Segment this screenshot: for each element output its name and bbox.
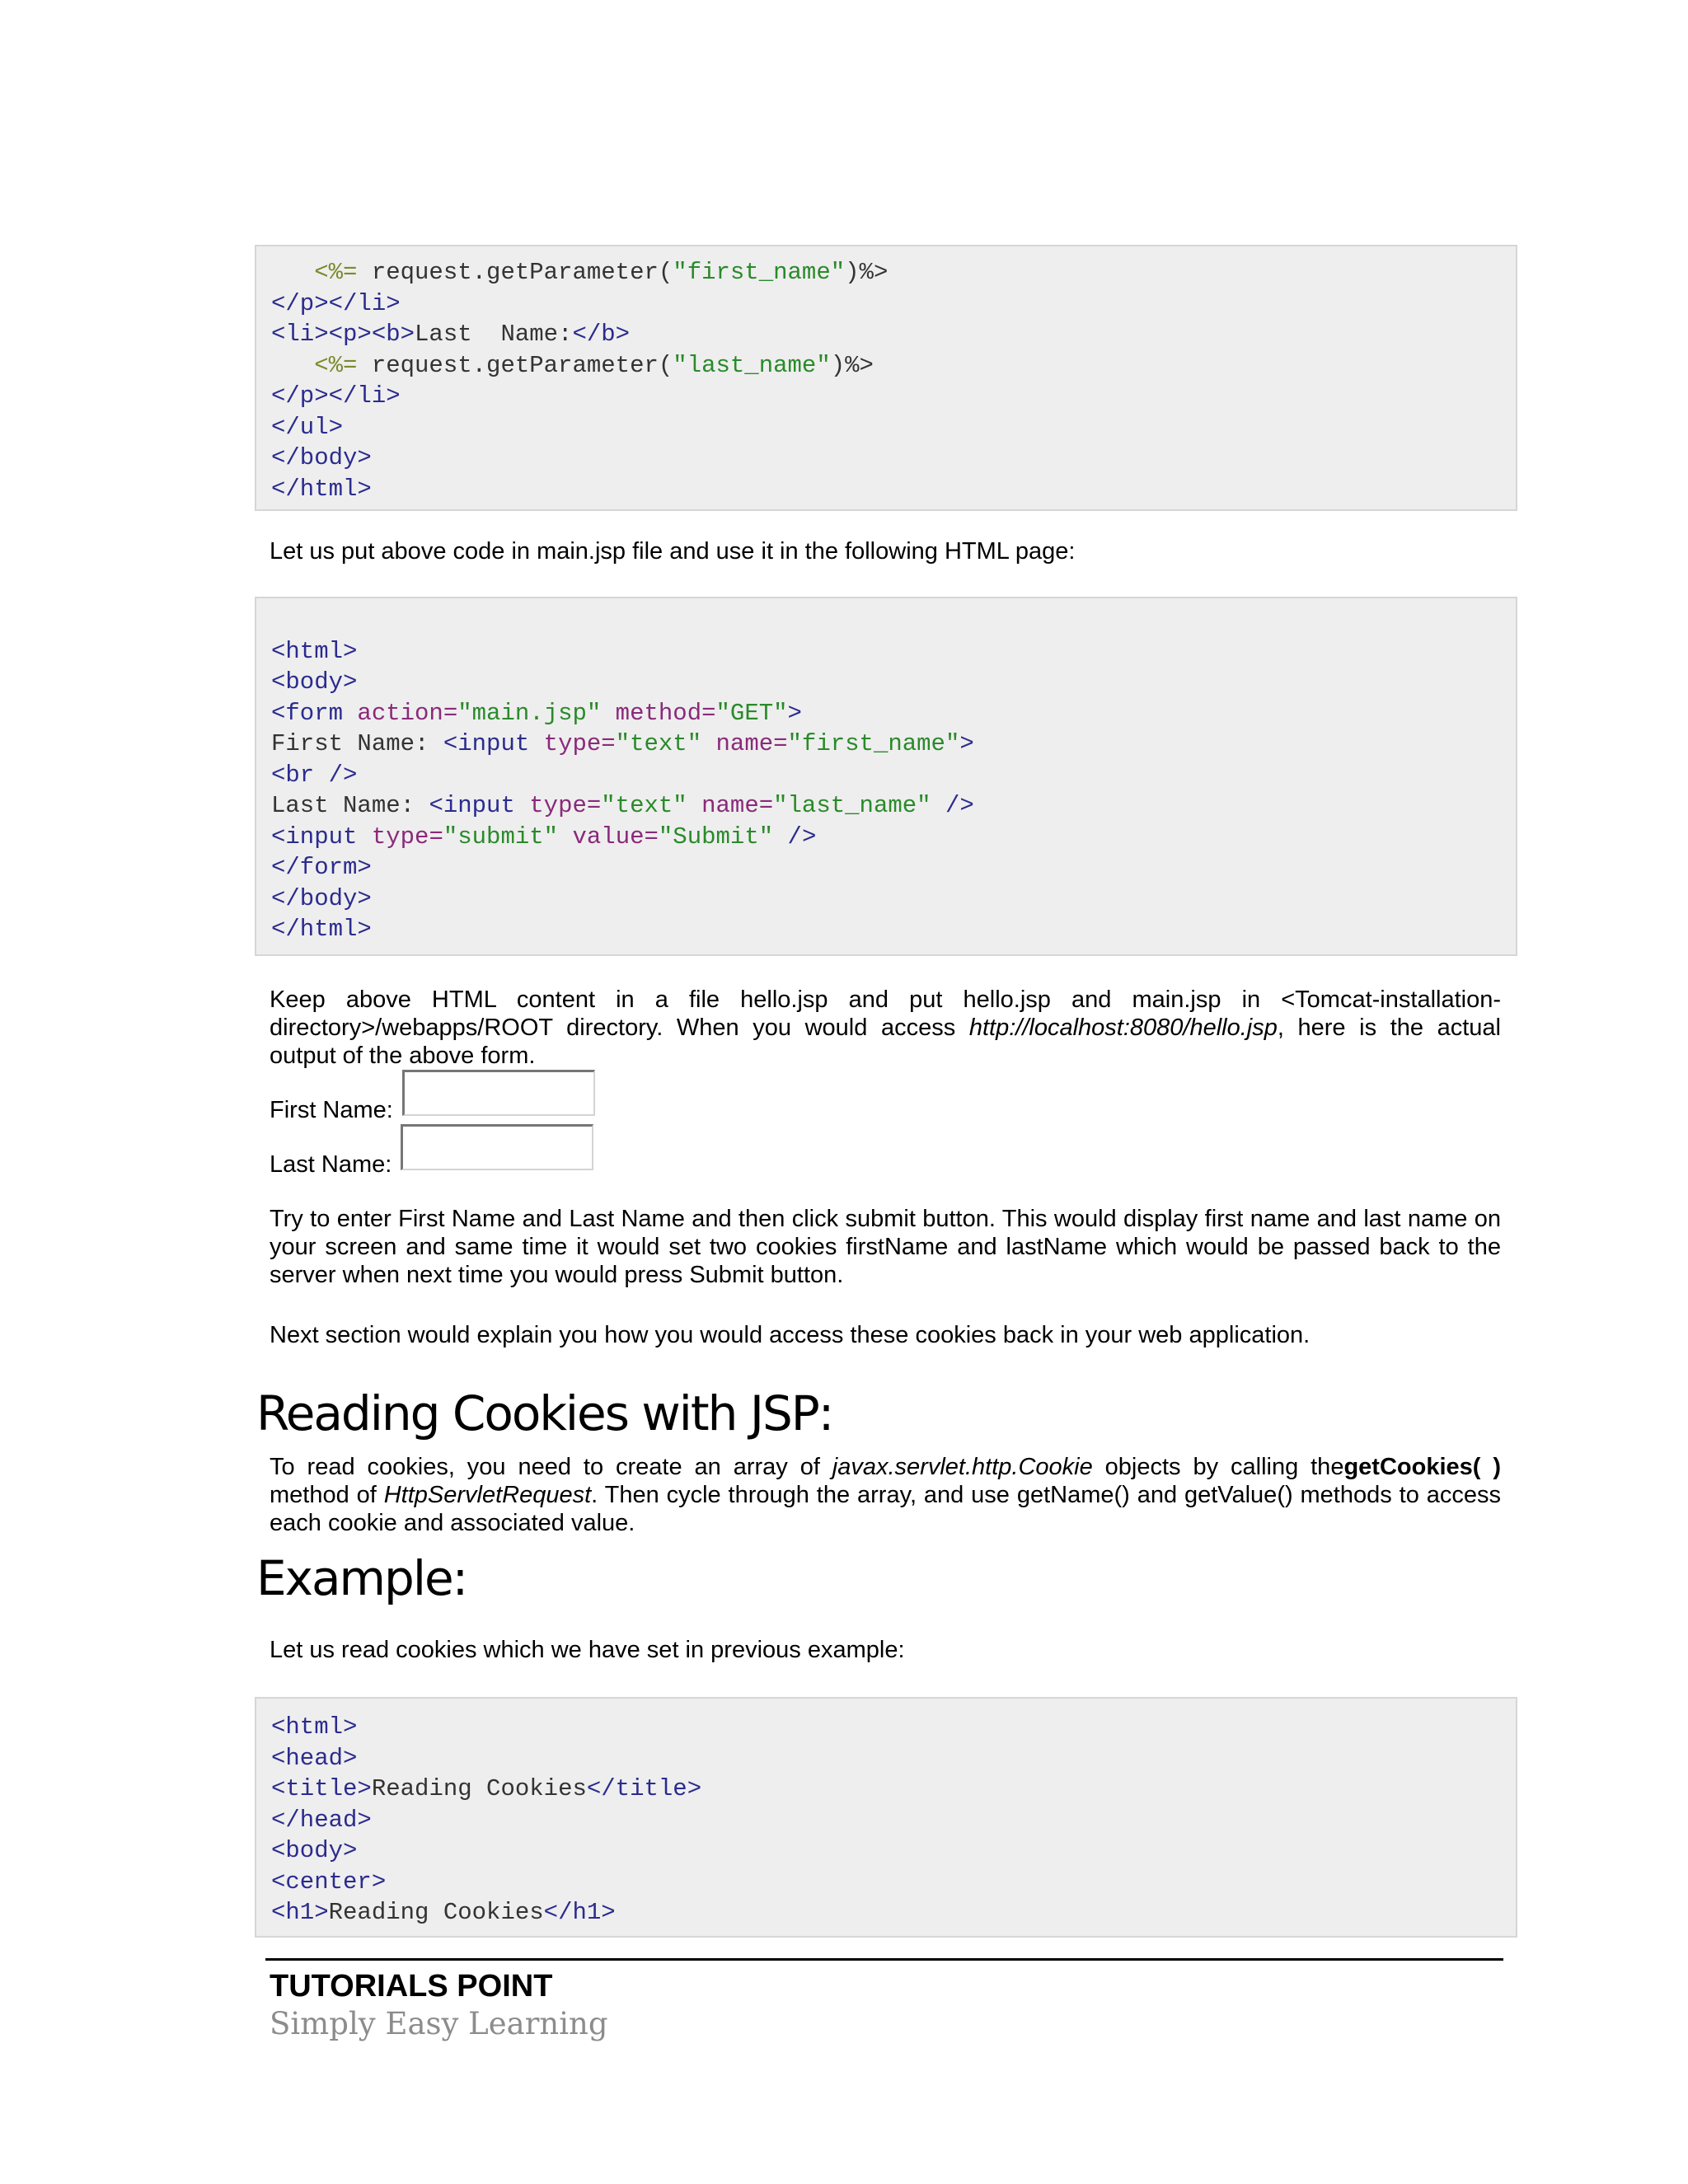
code-line <box>271 636 1516 668</box>
code-line <box>271 350 1516 382</box>
code-line <box>271 443 1516 474</box>
code-token: <br /> <box>271 761 358 789</box>
code-line <box>271 1897 1516 1929</box>
code-token: "main.jsp" <box>457 699 602 727</box>
code-token: <html> <box>271 637 358 665</box>
code-token: "text" <box>601 792 687 819</box>
code-token: name= <box>687 792 774 819</box>
code-token: "submit" <box>443 823 559 851</box>
request-class-name: HttpServletRequest <box>383 1482 592 1508</box>
code-block-hello-html <box>255 597 1517 956</box>
code-line <box>271 257 1516 288</box>
code-token: </form> <box>271 854 372 881</box>
code-line <box>271 381 1516 412</box>
code-token: name= <box>701 730 788 757</box>
read-cookies-text-3: method of <box>270 1482 384 1508</box>
code-line <box>271 605 1516 636</box>
code-line <box>271 760 1516 791</box>
code-block-reading-cookies <box>255 1697 1517 1938</box>
code-token: /> <box>773 823 817 851</box>
code-token: type= <box>371 823 443 851</box>
code-line <box>271 1867 1516 1898</box>
code-token: First Name: <box>271 730 443 757</box>
code-token: <input <box>443 730 544 757</box>
footer-tagline: Simply Easy Learning <box>270 2006 608 2041</box>
code-line <box>271 1835 1516 1867</box>
paragraph-keep-html <box>270 986 1501 1070</box>
code-line <box>271 288 1516 320</box>
code-token <box>271 607 285 634</box>
code-token: action= <box>357 699 458 727</box>
code-line <box>271 474 1516 505</box>
code-line <box>271 667 1516 698</box>
code-line <box>271 1712 1516 1743</box>
code-token: type= <box>543 730 616 757</box>
code-line <box>271 698 1516 729</box>
first-name-input[interactable] <box>402 1070 595 1116</box>
paragraph-try-enter: Try to enter First Name and Last Name and then click submit button. This would display first name and last name on your screen and same time it would set two cookies firstName and lastName which would be passed back to the server when next time you would press Submit button. <box>270 1206 1501 1288</box>
code-token: </h1> <box>543 1899 616 1926</box>
code-token: "GET" <box>715 699 788 727</box>
paragraph-next-section: Next section would explain you how you would access these cookies back in your web application. <box>270 1322 1311 1348</box>
code-token: <%= <box>271 351 358 379</box>
code-token: </title> <box>586 1775 702 1802</box>
code-token: )%> <box>845 259 889 286</box>
code-token: Last Name: <box>415 321 573 348</box>
code-token: <body> <box>271 1837 358 1864</box>
heading-reading-cookies: Reading Cookies with JSP: <box>256 1385 833 1441</box>
code-token: <li><p><b> <box>271 321 415 348</box>
code-token: "first_name" <box>673 259 846 286</box>
code-line <box>271 852 1516 883</box>
read-cookies-text-1: To read cookies, you need to create an array of <box>270 1454 832 1480</box>
code-token: </p></li> <box>271 289 401 317</box>
first-name-label: First Name: <box>270 1097 393 1123</box>
code-token: > <box>787 699 802 727</box>
code-token: value= <box>558 823 659 851</box>
code-token: </body> <box>271 884 372 912</box>
code-token: </html> <box>271 475 372 503</box>
code-line <box>271 729 1516 760</box>
code-token: </html> <box>271 916 372 943</box>
code-line <box>271 319 1516 350</box>
last-name-input[interactable] <box>401 1124 593 1170</box>
code-token: <input <box>429 792 530 819</box>
code-line <box>271 914 1516 945</box>
get-cookies-method: getCookies( ) <box>1343 1454 1501 1480</box>
code-token: <form <box>271 699 358 727</box>
code-token: Reading Cookies <box>328 1899 544 1926</box>
code-line <box>271 1774 1516 1805</box>
code-token: <center> <box>271 1868 387 1896</box>
code-line <box>271 790 1516 822</box>
code-token: method= <box>601 699 716 727</box>
code-token: "last_name" <box>673 351 831 379</box>
code-token: "last_name" <box>773 792 931 819</box>
code-token: </ul> <box>271 413 344 441</box>
code-token: </b> <box>572 321 631 348</box>
code-block-main-jsp-tail <box>255 245 1517 511</box>
code-token: </head> <box>271 1806 372 1834</box>
paragraph-intro-main-jsp: Let us put above code in main.jsp file and use it in the following HTML page: <box>270 538 1076 565</box>
code-token: )%> <box>830 351 874 379</box>
code-token: > <box>959 730 974 757</box>
footer-divider <box>265 1958 1503 1961</box>
read-cookies-text-4: . Then cycle through the array, and use getName() and getValue() methods to access each cookie and associated value. <box>270 1482 1501 1536</box>
code-line <box>271 412 1516 443</box>
code-token: Reading Cookies <box>371 1775 587 1802</box>
code-token: </body> <box>271 444 372 471</box>
code-line <box>271 883 1516 915</box>
code-token: <head> <box>271 1744 358 1772</box>
code-line <box>271 1805 1516 1836</box>
code-token: request.getParameter( <box>357 351 673 379</box>
code-token: request.getParameter( <box>357 259 673 286</box>
code-token: "first_name" <box>787 730 960 757</box>
code-token: "text" <box>615 730 702 757</box>
code-token: /> <box>931 792 974 819</box>
footer-brand: TUTORIALS POINT <box>270 1969 553 2004</box>
paragraph-read-cookies <box>270 1453 1501 1537</box>
code-token: <body> <box>271 668 358 696</box>
code-line <box>271 822 1516 853</box>
paragraph-read-previous: Let us read cookies which we have set in previous example: <box>270 1637 905 1663</box>
code-token: Last Name: <box>271 792 429 819</box>
localhost-url: http://localhost:8080/hello.jsp <box>968 1015 1278 1041</box>
code-token: <input <box>271 823 372 851</box>
code-token: "Submit" <box>658 823 774 851</box>
code-token: <%= <box>271 259 358 286</box>
last-name-label: Last Name: <box>270 1151 392 1178</box>
code-token: <title> <box>271 1775 372 1802</box>
heading-example: Example: <box>256 1550 467 1606</box>
read-cookies-text-2: objects by calling the <box>1092 1454 1344 1480</box>
code-token: <html> <box>271 1713 358 1741</box>
code-token: type= <box>529 792 602 819</box>
cookie-class-name: javax.servlet.http.Cookie <box>832 1454 1093 1480</box>
paragraph-keep-html-text: Keep above HTML content in a file hello.jsp and put hello.jsp and main.jsp in <Tomcat-installation-directory>/webapps/ROOT directory. When you would access <box>270 987 1501 1041</box>
paragraph-keep-html-tail: , here is the actual output of the above form. <box>270 1015 1501 1069</box>
code-line <box>271 1743 1516 1774</box>
code-token: </p></li> <box>271 382 401 410</box>
code-token: <h1> <box>271 1899 329 1926</box>
